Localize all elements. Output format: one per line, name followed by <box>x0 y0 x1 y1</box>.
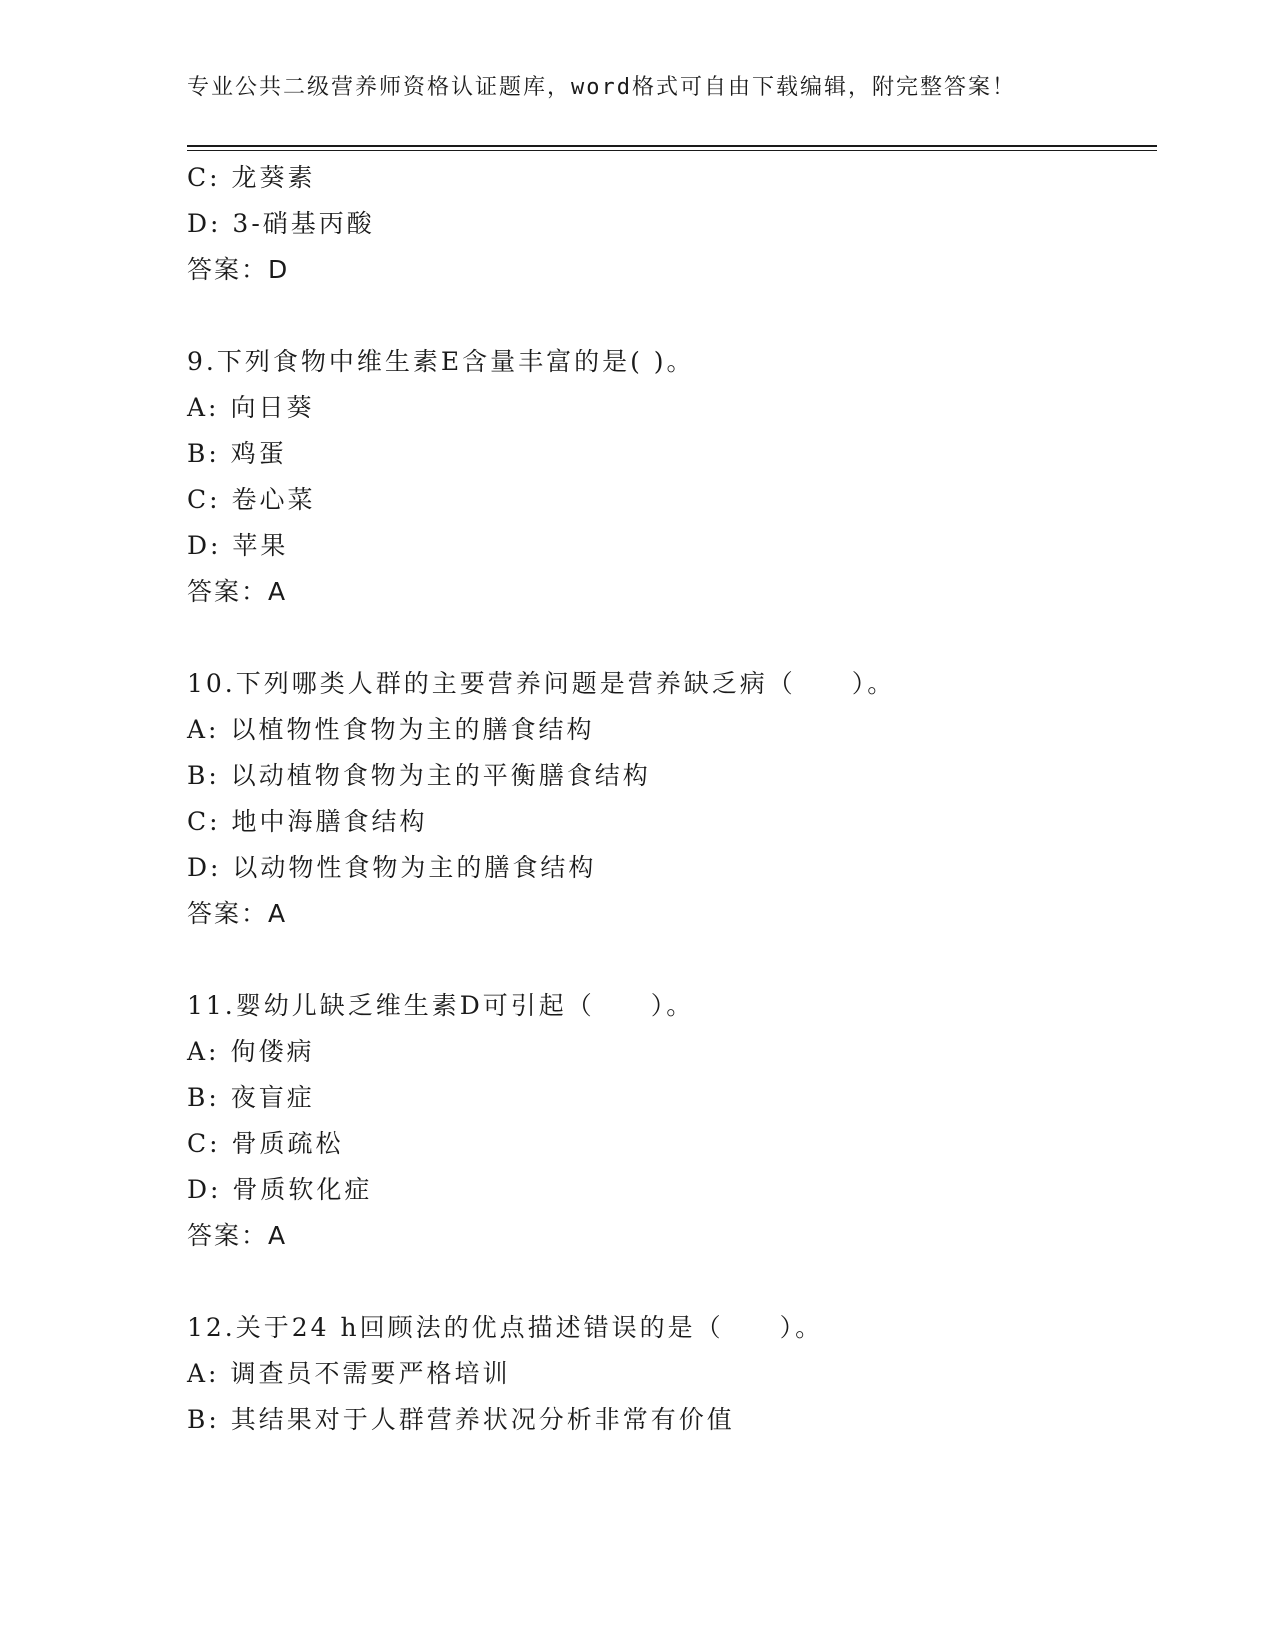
option-letter: C: <box>187 485 221 514</box>
header-divider-thin <box>187 150 1157 151</box>
option-line <box>187 477 1147 523</box>
option-line <box>187 1075 1147 1121</box>
answer-line: 答案：A <box>187 1221 288 1250</box>
document-body <box>187 155 1147 1443</box>
option-text: 其结果对于人群营养状况分析非常有价值 <box>230 1405 735 1434</box>
option-letter: C: <box>187 807 221 836</box>
option-text: 3-硝基丙酸 <box>232 209 375 238</box>
answer-line: 答案：D <box>187 255 290 284</box>
page-header: 专业公共二级营养师资格认证题库，word格式可自由下载编辑，附完整答案！ <box>187 75 1016 100</box>
option-text: 地中海膳食结构 <box>231 807 428 836</box>
option-letter: B: <box>187 1405 220 1434</box>
option-text: 以植物性食物为主的膳食结构 <box>230 715 595 744</box>
question-stem: 12.关于24 h回顾法的优点描述错误的是（ ）。 <box>187 1313 824 1342</box>
option-text: 骨质软化症 <box>232 1175 373 1204</box>
option-text: 骨质疏松 <box>231 1129 344 1158</box>
option-line <box>187 385 1147 431</box>
answer-line: 答案：A <box>187 577 288 606</box>
spacer <box>187 1259 1147 1305</box>
option-text: 鸡蛋 <box>230 439 287 468</box>
option-text: 佝偻病 <box>230 1037 315 1066</box>
option-text: 苹果 <box>232 531 289 560</box>
option-line <box>187 1397 1147 1443</box>
option-letter: A: <box>187 393 220 422</box>
option-letter: C: <box>187 1129 221 1158</box>
option-letter: C: <box>187 163 221 192</box>
option-letter: D: <box>187 853 222 882</box>
option-text: 以动植物食物为主的平衡膳食结构 <box>230 761 651 790</box>
option-line <box>187 523 1147 569</box>
option-line <box>187 201 1147 247</box>
option-line <box>187 1351 1147 1397</box>
option-text: 以动物性食物为主的膳食结构 <box>232 853 597 882</box>
option-line <box>187 1121 1147 1167</box>
option-letter: B: <box>187 761 220 790</box>
option-line <box>187 431 1147 477</box>
spacer <box>187 937 1147 983</box>
answer-line: 答案：A <box>187 899 288 928</box>
option-line <box>187 707 1147 753</box>
header-divider <box>187 145 1157 147</box>
option-line <box>187 155 1147 201</box>
option-letter: B: <box>187 1083 220 1112</box>
question-stem: 9.下列食物中维生素E含量丰富的是( )。 <box>187 347 695 376</box>
option-letter: A: <box>187 1037 220 1066</box>
option-line <box>187 1029 1147 1075</box>
option-line <box>187 1167 1147 1213</box>
option-line <box>187 845 1147 891</box>
option-text: 向日葵 <box>230 393 315 422</box>
option-line <box>187 753 1147 799</box>
option-text: 卷心菜 <box>231 485 316 514</box>
option-text: 夜盲症 <box>230 1083 315 1112</box>
option-text: 龙葵素 <box>231 163 316 192</box>
option-letter: A: <box>187 1359 220 1388</box>
option-line <box>187 799 1147 845</box>
option-letter: D: <box>187 209 222 238</box>
spacer <box>187 293 1147 339</box>
spacer <box>187 615 1147 661</box>
question-stem: 10.下列哪类人群的主要营养问题是营养缺乏病（ ）。 <box>187 669 896 698</box>
question-stem: 11.婴幼儿缺乏维生素D可引起（ ）。 <box>187 991 695 1020</box>
option-letter: A: <box>187 715 220 744</box>
option-text: 调查员不需要严格培训 <box>230 1359 511 1388</box>
option-letter: D: <box>187 1175 222 1204</box>
option-letter: D: <box>187 531 222 560</box>
option-letter: B: <box>187 439 220 468</box>
